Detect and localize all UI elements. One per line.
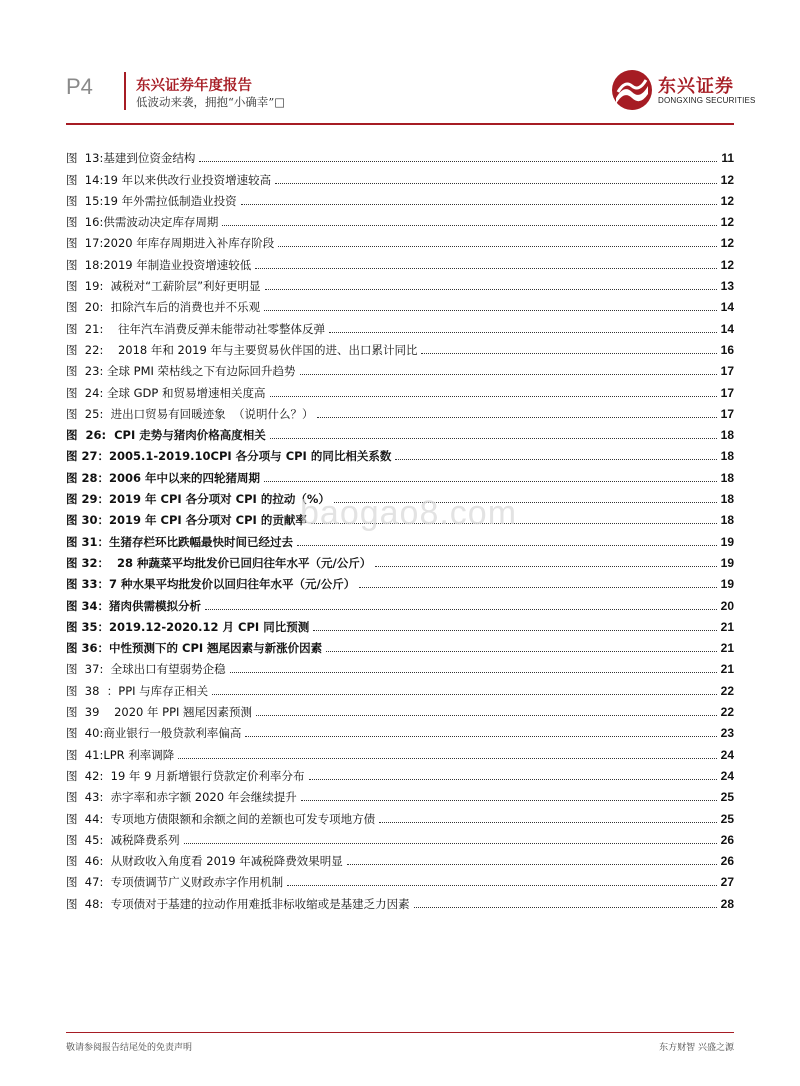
toc-leader-dots bbox=[222, 225, 716, 226]
logo-text-cn: 东兴证券 bbox=[658, 76, 734, 97]
company-logo bbox=[610, 66, 762, 114]
toc-entry[interactable] bbox=[66, 613, 734, 634]
logo-text-en: DONGXING SECURITIES bbox=[658, 96, 756, 105]
toc-leader-dots bbox=[347, 864, 717, 865]
header-rule bbox=[66, 123, 734, 125]
toc-entry-label: 图 14:19 年以来供改行业投资增速较高 bbox=[66, 172, 272, 187]
toc-entry-page: 23 bbox=[720, 726, 734, 741]
toc-entry[interactable] bbox=[66, 272, 734, 293]
page-number: P4 bbox=[66, 74, 93, 99]
toc-entry-label: 图 23: 全球 PMI 荣枯线之下有边际回升趋势 bbox=[66, 364, 296, 379]
toc-entry-label: 图 26: CPI 走势与猪肉价格高度相关 bbox=[66, 428, 266, 443]
toc-entry[interactable] bbox=[66, 826, 734, 847]
toc-entry-label: 图 33：7 种水果平均批发价以回归往年水平（元/公斤） bbox=[66, 577, 356, 592]
toc-leader-dots bbox=[255, 268, 716, 269]
toc-entry-page: 18 bbox=[720, 449, 734, 464]
toc-entry-page: 12 bbox=[720, 215, 734, 230]
toc-entry[interactable] bbox=[66, 740, 734, 761]
page-header bbox=[0, 0, 800, 125]
toc-entry-page: 28 bbox=[720, 896, 734, 911]
toc-leader-dots bbox=[297, 545, 717, 546]
toc-leader-dots bbox=[230, 672, 717, 673]
toc-entry-label: 图 29：2019 年 CPI 各分项对 CPI 的拉动（%） bbox=[66, 492, 330, 507]
toc-entry-page: 17 bbox=[720, 406, 734, 421]
toc-leader-dots bbox=[256, 715, 717, 716]
toc-entry-label: 图 21: 往年汽车消费反弹未能带动社零整体反弹 bbox=[66, 321, 325, 336]
toc-entry-label: 图 42: 19 年 9 月新增银行贷款定价利率分布 bbox=[66, 768, 305, 783]
toc-entry-label: 图 40:商业银行一般贷款利率偏高 bbox=[66, 726, 242, 741]
toc-leader-dots bbox=[301, 800, 717, 801]
toc-entry-page: 18 bbox=[720, 492, 734, 507]
footer-rule bbox=[66, 1032, 734, 1033]
toc-entry-page: 27 bbox=[720, 875, 734, 890]
toc-leader-dots bbox=[264, 310, 717, 311]
toc-entry[interactable] bbox=[66, 144, 734, 165]
toc-entry-label: 图 47: 专项债调节广义财政赤字作用机制 bbox=[66, 875, 284, 890]
toc-leader-dots bbox=[278, 246, 716, 247]
toc-leader-dots bbox=[270, 396, 717, 397]
toc-leader-dots bbox=[414, 907, 717, 908]
toc-entry[interactable] bbox=[66, 889, 734, 910]
toc-entry[interactable] bbox=[66, 591, 734, 612]
toc-entry-label: 图 48: 专项债对于基建的拉动作用难抵非标收缩或是基建乏力因素 bbox=[66, 896, 410, 911]
toc-leader-dots bbox=[270, 438, 717, 439]
toc-leader-dots bbox=[313, 630, 716, 631]
toc-entry-page: 26 bbox=[720, 854, 734, 869]
toc-leader-dots bbox=[245, 736, 716, 737]
toc-entry-label: 图 31：生猪存栏环比跌幅最快时间已经过去 bbox=[66, 534, 294, 549]
toc-entry-page: 22 bbox=[720, 705, 734, 720]
toc-entry-label: 图 18:2019 年制造业投资增速较低 bbox=[66, 257, 252, 272]
toc-entry-page: 14 bbox=[720, 300, 734, 315]
toc-entry-page: 18 bbox=[720, 513, 734, 528]
toc-entry-page: 21 bbox=[720, 619, 734, 634]
toc-entry[interactable] bbox=[66, 357, 734, 378]
toc-entry[interactable] bbox=[66, 634, 734, 655]
toc-leader-dots bbox=[300, 374, 717, 375]
toc-entry[interactable] bbox=[66, 165, 734, 186]
toc-entry-label: 图 16:供需波动决定库存周期 bbox=[66, 215, 219, 230]
toc-entry-label: 图 15:19 年外需拉低制造业投资 bbox=[66, 193, 237, 208]
toc-leader-dots bbox=[375, 566, 716, 567]
toc-entry[interactable] bbox=[66, 762, 734, 783]
toc-entry[interactable] bbox=[66, 783, 734, 804]
toc-entry[interactable] bbox=[66, 804, 734, 825]
toc-leader-dots bbox=[329, 332, 717, 333]
toc-entry-page: 24 bbox=[720, 747, 734, 762]
toc-entry[interactable] bbox=[66, 719, 734, 740]
toc-entry[interactable] bbox=[66, 187, 734, 208]
footer-disclaimer: 敬请参阅报告结尾处的免责声明 bbox=[66, 1043, 193, 1053]
toc-entry-page: 12 bbox=[720, 193, 734, 208]
toc-entry-label: 图 13:基建到位资金结构 bbox=[66, 151, 196, 166]
toc-entry-label: 图 43: 赤字率和赤字额 2020 年会继续提升 bbox=[66, 790, 297, 805]
toc-leader-dots bbox=[264, 481, 717, 482]
report-title: 东兴证券年度报告 bbox=[136, 78, 252, 94]
toc-entry[interactable] bbox=[66, 229, 734, 250]
toc-entry-page: 19 bbox=[720, 555, 734, 570]
toc-entry-page: 24 bbox=[720, 768, 734, 783]
header-divider bbox=[124, 72, 126, 110]
toc-entry-label: 图 46: 从财政收入角度看 2019 年减税降费效果明显 bbox=[66, 854, 343, 869]
toc-entry-label: 图 34：猪肉供需模拟分析 bbox=[66, 598, 202, 613]
toc-entry[interactable] bbox=[66, 847, 734, 868]
toc-leader-dots bbox=[199, 161, 717, 162]
toc-entry-page: 11 bbox=[721, 151, 734, 166]
toc-entry-page: 14 bbox=[720, 321, 734, 336]
toc-entry[interactable] bbox=[66, 378, 734, 399]
toc-entry-label: 图 41:LPR 利率调降 bbox=[66, 747, 175, 762]
toc-entry-label: 图 39 2020 年 PPI 翘尾因素预测 bbox=[66, 705, 253, 720]
toc-entry[interactable] bbox=[66, 676, 734, 697]
toc-entry-label: 图 44: 专项地方债限额和余额之间的差额也可发专项地方债 bbox=[66, 811, 376, 826]
toc-leader-dots bbox=[326, 651, 716, 652]
report-subtitle-text: 低波动来袭，拥抱“小确幸” bbox=[136, 95, 275, 109]
toc-entry-label: 图 45: 减税降费系列 bbox=[66, 832, 180, 847]
toc-leader-dots bbox=[309, 779, 717, 780]
toc-leader-dots bbox=[379, 822, 717, 823]
toc-entry[interactable] bbox=[66, 463, 734, 484]
toc-entry-page: 12 bbox=[720, 236, 734, 251]
toc-entry-page: 16 bbox=[720, 342, 734, 357]
toc-leader-dots bbox=[395, 459, 716, 460]
toc-entry[interactable] bbox=[66, 336, 734, 357]
toc-entry-label: 图 17:2020 年库存周期进入补库存阶段 bbox=[66, 236, 275, 251]
toc-leader-dots bbox=[212, 694, 716, 695]
toc-entry-page: 21 bbox=[720, 641, 734, 656]
toc-entry-page: 18 bbox=[720, 428, 734, 443]
toc-entry-page: 12 bbox=[720, 257, 734, 272]
toc-leader-dots bbox=[317, 417, 716, 418]
toc-entry[interactable] bbox=[66, 570, 734, 591]
footer-slogan: 东方财智 兴盛之源 bbox=[659, 1043, 734, 1053]
toc-entry-label: 图 32： 28 种蔬菜平均批发价已回归往年水平（元/公斤） bbox=[66, 555, 372, 570]
toc-entry[interactable] bbox=[66, 421, 734, 442]
toc-entry-page: 18 bbox=[720, 470, 734, 485]
toc-entry-page: 20 bbox=[720, 598, 734, 613]
toc-entry-page: 25 bbox=[720, 811, 734, 826]
toc-entry-label: 图 37: 全球出口有望弱势企稳 bbox=[66, 662, 226, 677]
toc-entry-label: 图 30：2019 年 CPI 各分项对 CPI 的贡献率 bbox=[66, 513, 307, 528]
toc-entry-label: 图 25: 进出口贸易有回暖迹象 （说明什么？） bbox=[66, 406, 314, 421]
subtitle-box-glyph: □ bbox=[274, 95, 286, 109]
toc-leader-dots bbox=[205, 609, 717, 610]
toc-entry-page: 25 bbox=[720, 790, 734, 805]
toc-entry[interactable] bbox=[66, 655, 734, 676]
toc-leader-dots bbox=[287, 885, 717, 886]
toc-entry-page: 26 bbox=[720, 832, 734, 847]
toc-entry-label: 图 36：中性预测下的 CPI 翘尾因素与新涨价因素 bbox=[66, 641, 323, 656]
toc-entry-label: 图 27：2005.1-2019.10CPI 各分项与 CPI 的同比相关系数 bbox=[66, 449, 392, 464]
report-subtitle bbox=[136, 94, 285, 110]
toc-entry-label: 图 28：2006 年中以来的四轮猪周期 bbox=[66, 470, 261, 485]
toc-entry[interactable] bbox=[66, 250, 734, 271]
toc-entry-page: 22 bbox=[720, 683, 734, 698]
toc-entry-label: 图 24: 全球 GDP 和贸易增速相关度高 bbox=[66, 385, 266, 400]
toc-entry[interactable] bbox=[66, 868, 734, 889]
toc-entry-label: 图 38 ：PPI 与库存正相关 bbox=[66, 683, 209, 698]
toc-leader-dots bbox=[184, 843, 717, 844]
toc-entry-label: 图 22: 2018 年和 2019 年与主要贸易伙伴国的进、出口累计同比 bbox=[66, 342, 418, 357]
toc-entry[interactable] bbox=[66, 293, 734, 314]
toc-entry-page: 21 bbox=[720, 662, 734, 677]
toc-entry[interactable] bbox=[66, 442, 734, 463]
toc-entry-label: 图 20: 扣除汽车后的消费也并不乐观 bbox=[66, 300, 261, 315]
toc-leader-dots bbox=[241, 204, 717, 205]
toc-entry-label: 图 35：2019.12-2020.12 月 CPI 同比预测 bbox=[66, 619, 310, 634]
toc-entry-page: 13 bbox=[720, 279, 734, 294]
toc-leader-dots bbox=[359, 587, 716, 588]
toc-entry[interactable] bbox=[66, 698, 734, 719]
logo-emblem-icon bbox=[610, 68, 654, 112]
toc-entry-label: 图 19: 减税对“工薪阶层”利好更明显 bbox=[66, 279, 261, 294]
toc-leader-dots bbox=[265, 289, 717, 290]
toc-entry[interactable] bbox=[66, 400, 734, 421]
toc-entry-page: 19 bbox=[720, 534, 734, 549]
toc-leader-dots bbox=[178, 758, 716, 759]
toc-leader-dots bbox=[421, 353, 716, 354]
toc-entry-page: 17 bbox=[720, 385, 734, 400]
toc-entry[interactable] bbox=[66, 208, 734, 229]
toc-entry-page: 12 bbox=[720, 172, 734, 187]
watermark: baogao8.com bbox=[300, 494, 518, 532]
toc-entry-page: 19 bbox=[720, 577, 734, 592]
toc-leader-dots bbox=[275, 183, 717, 184]
toc-entry-page: 17 bbox=[720, 364, 734, 379]
toc-entry[interactable] bbox=[66, 314, 734, 335]
toc-entry[interactable] bbox=[66, 549, 734, 570]
